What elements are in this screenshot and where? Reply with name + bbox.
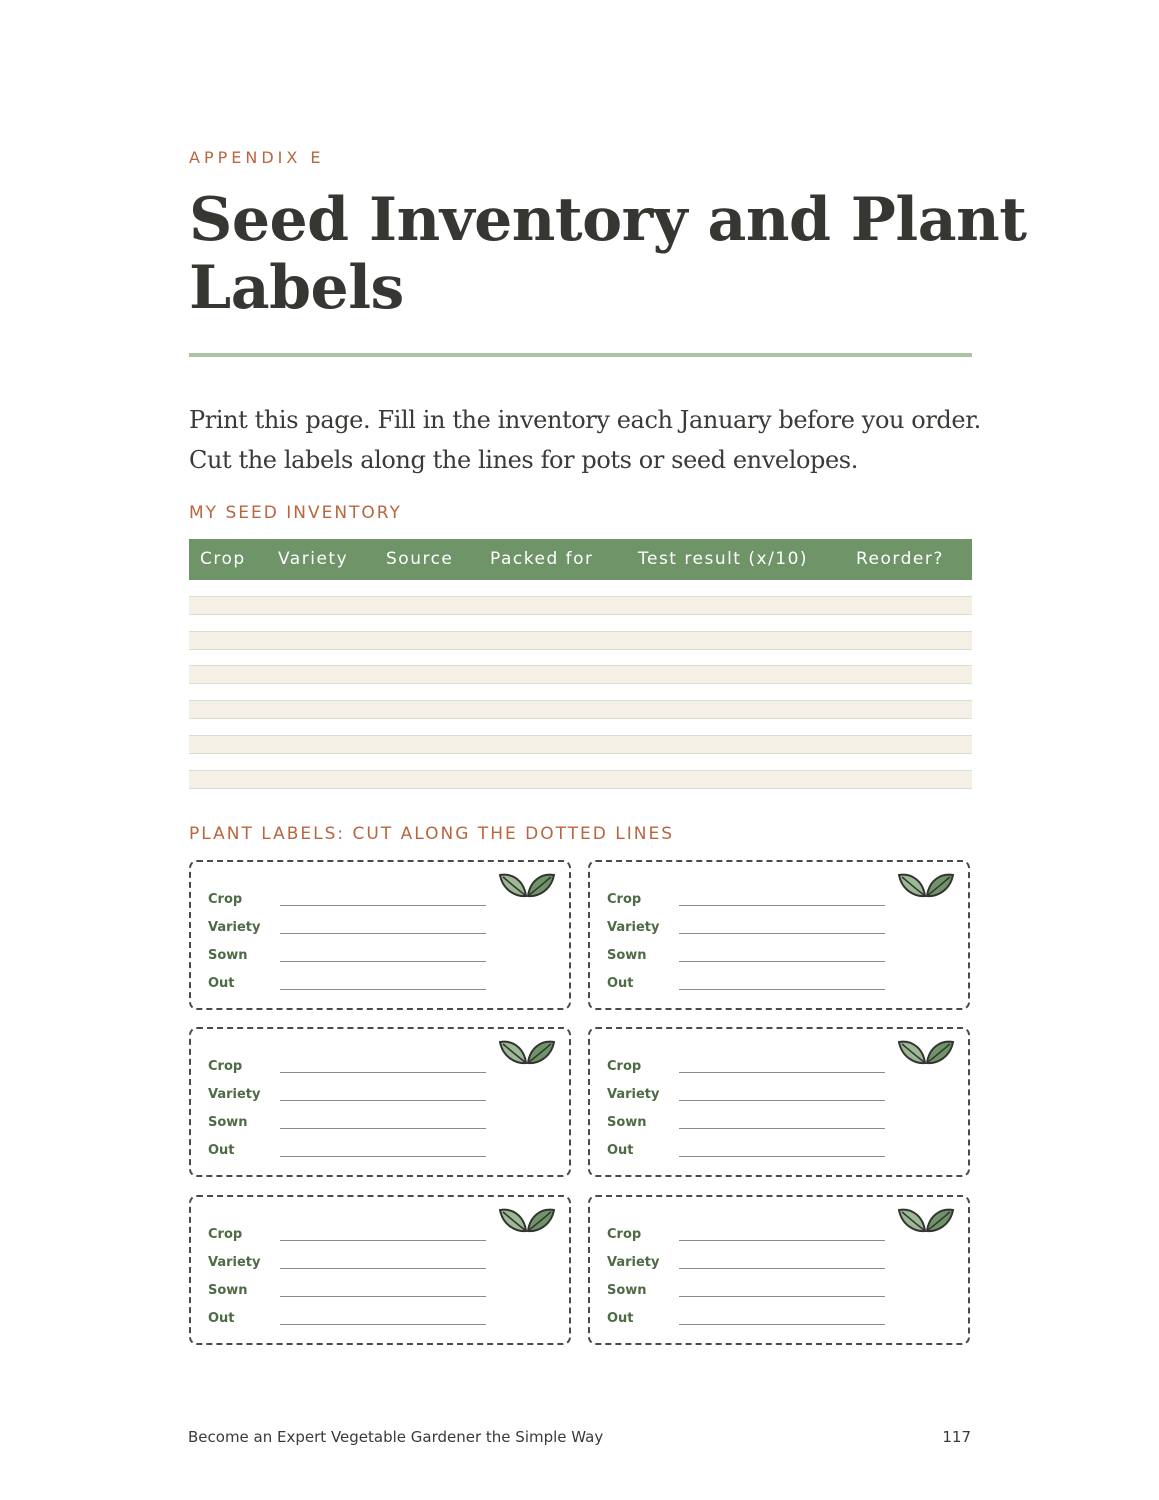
page-title-line-1: Seed Inventory and Plant: [189, 185, 1027, 255]
plant-labels-heading: PLANT LABELS: CUT ALONG THE DOTTED LINES: [189, 824, 675, 844]
leaf-pair-icon: [499, 1206, 555, 1234]
label-write-line[interactable]: [280, 1156, 486, 1157]
intro-paragraph: [189, 400, 989, 480]
label-field-sown: Sown: [607, 948, 647, 963]
leaf-pair-icon: [499, 1038, 555, 1066]
inventory-row[interactable]: [189, 631, 972, 650]
label-field-variety: Variety: [208, 1087, 261, 1102]
label-write-line[interactable]: [679, 1156, 885, 1157]
label-write-line[interactable]: [280, 1072, 486, 1073]
plant-label-card: [588, 860, 970, 1010]
label-field-crop: Crop: [208, 1059, 243, 1074]
label-field-sown: Sown: [607, 1115, 647, 1130]
label-write-line[interactable]: [280, 961, 486, 962]
column-header-variety: Variety: [278, 549, 349, 569]
label-write-line[interactable]: [280, 1296, 486, 1297]
label-write-line[interactable]: [280, 1128, 486, 1129]
label-write-line[interactable]: [280, 905, 486, 906]
label-write-line[interactable]: [679, 1296, 885, 1297]
leaf-pair-icon: [898, 1038, 954, 1066]
label-write-line[interactable]: [280, 989, 486, 990]
label-write-line[interactable]: [679, 989, 885, 990]
seed-inventory-table: [189, 539, 972, 580]
leaf-pair-icon: [499, 871, 555, 899]
label-field-out: Out: [208, 1311, 235, 1326]
label-write-line[interactable]: [280, 1268, 486, 1269]
leaf-pair-icon: [898, 871, 954, 899]
label-field-out: Out: [607, 1311, 634, 1326]
inventory-row[interactable]: [189, 665, 972, 684]
label-field-variety: Variety: [208, 920, 261, 935]
label-write-line[interactable]: [679, 1324, 885, 1325]
intro-line-1: Print this page. Fill in the inventory each January before you order.: [189, 406, 981, 434]
label-field-out: Out: [607, 976, 634, 991]
plant-label-card: [189, 1195, 571, 1345]
label-field-out: Out: [607, 1143, 634, 1158]
label-write-line[interactable]: [679, 1240, 885, 1241]
plant-label-card: [189, 860, 571, 1010]
inventory-row[interactable]: [189, 770, 972, 789]
appendix-label: APPENDIX E: [189, 148, 325, 167]
page-title: [189, 185, 1027, 323]
label-write-line[interactable]: [679, 1072, 885, 1073]
label-field-crop: Crop: [208, 892, 243, 907]
label-write-line[interactable]: [679, 905, 885, 906]
label-field-variety: Variety: [208, 1255, 261, 1270]
label-field-crop: Crop: [607, 1227, 642, 1242]
label-field-out: Out: [208, 976, 235, 991]
column-header-source: Source: [386, 549, 454, 569]
label-field-sown: Sown: [208, 948, 248, 963]
label-write-line[interactable]: [679, 1100, 885, 1101]
label-field-sown: Sown: [208, 1283, 248, 1298]
footer-book-title: Become an Expert Vegetable Gardener the Simple Way: [188, 1428, 604, 1446]
label-field-variety: Variety: [607, 1255, 660, 1270]
label-field-crop: Crop: [607, 1059, 642, 1074]
inventory-heading: MY SEED INVENTORY: [189, 503, 402, 523]
inventory-row[interactable]: [189, 735, 972, 754]
label-write-line[interactable]: [679, 933, 885, 934]
footer-page-number: 117: [942, 1428, 971, 1446]
label-write-line[interactable]: [280, 933, 486, 934]
column-header-reorder: Reorder?: [856, 549, 944, 569]
column-header-packed-for: Packed for: [490, 549, 594, 569]
label-field-sown: Sown: [607, 1283, 647, 1298]
inventory-table-header: [189, 539, 972, 580]
label-field-sown: Sown: [208, 1115, 248, 1130]
plant-label-card: [588, 1027, 970, 1177]
label-write-line[interactable]: [280, 1240, 486, 1241]
label-field-variety: Variety: [607, 920, 660, 935]
intro-line-2: Cut the labels along the lines for pots or seed envelopes.: [189, 446, 858, 474]
inventory-row[interactable]: [189, 700, 972, 719]
label-write-line[interactable]: [679, 1128, 885, 1129]
plant-label-card: [588, 1195, 970, 1345]
label-write-line[interactable]: [280, 1324, 486, 1325]
title-divider: [189, 353, 972, 357]
label-field-variety: Variety: [607, 1087, 660, 1102]
column-header-test-result: Test result (x/10): [638, 549, 809, 569]
label-write-line[interactable]: [280, 1100, 486, 1101]
label-field-crop: Crop: [607, 892, 642, 907]
label-field-out: Out: [208, 1143, 235, 1158]
page-title-line-2: Labels: [189, 253, 404, 323]
label-write-line[interactable]: [679, 1268, 885, 1269]
leaf-pair-icon: [898, 1206, 954, 1234]
label-write-line[interactable]: [679, 961, 885, 962]
column-header-crop: Crop: [200, 549, 246, 569]
inventory-row[interactable]: [189, 596, 972, 615]
label-field-crop: Crop: [208, 1227, 243, 1242]
plant-label-card: [189, 1027, 571, 1177]
